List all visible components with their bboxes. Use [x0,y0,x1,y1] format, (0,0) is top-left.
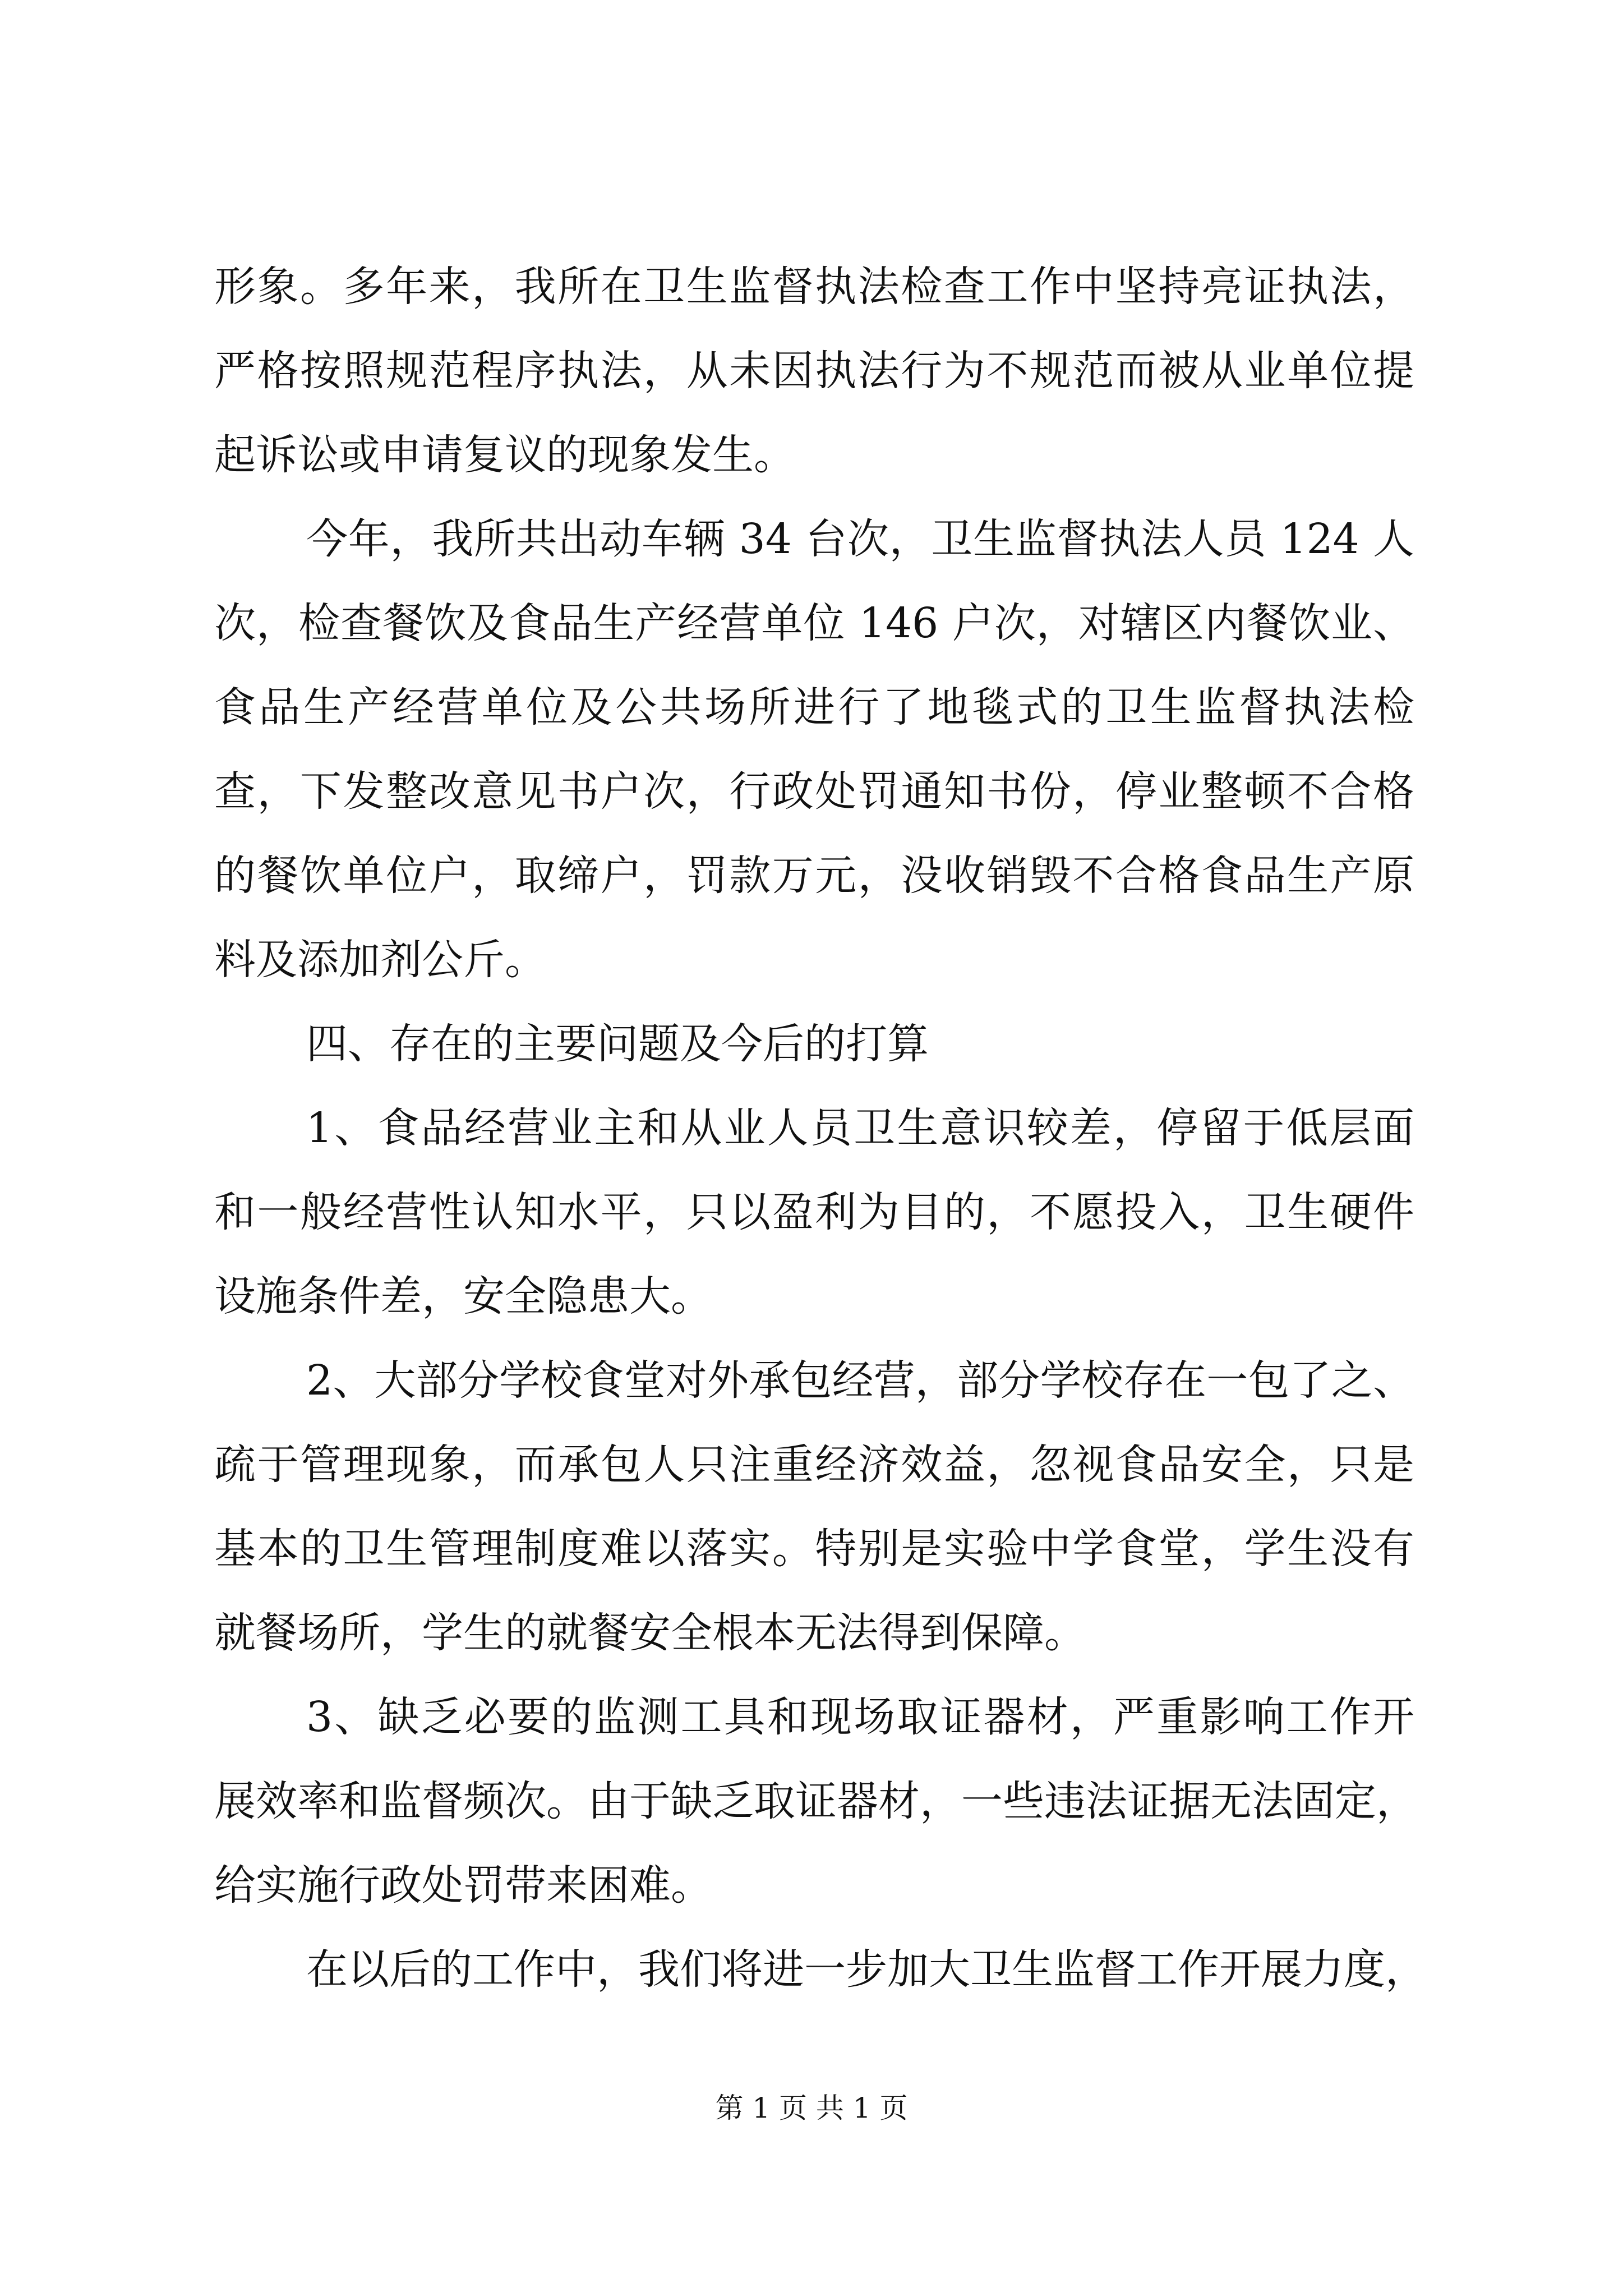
text-line: 料及添加剂公斤。 [214,936,546,984]
text-line: 就餐场所，学生的就餐安全根本无法得到保障。 [214,1609,1086,1657]
paragraph-first-line: 2、大部分学校食堂对外承包经营，部分学校存在一包了之、 [306,1356,1414,1405]
text-line: 食品生产经营单位及公共场所进行了地毯式的卫生监督执法检 [214,683,1414,731]
text-line: 查，下发整改意见书户次，行政处罚通知书份，停业整顿不合格 [214,767,1414,816]
text-line: 基本的卫生管理制度难以落实。特别是实验中学食堂，学生没有 [214,1525,1414,1573]
text-line: 给实施行政处罚带来困难。 [214,1861,712,1910]
text-line: 和一般经营性认知水平，只以盈利为目的，不愿投入，卫生硬件 [214,1188,1414,1236]
text-line: 设施条件差，安全隐患大。 [214,1272,712,1320]
text-line: 次，检查餐饮及食品生产经营单位 146 户次，对辖区内餐饮业、 [214,599,1414,647]
text-line: 形象。多年来，我所在卫生监督执法检查工作中坚持亮证执法， [214,263,1414,311]
text-line: 起诉讼或申请复议的现象发生。 [214,431,795,479]
section-heading: 四、存在的主要问题及今后的打算 [306,1020,929,1068]
paragraph-first-line: 今年，我所共出动车辆 34 台次，卫生监督执法人员 124 人 [306,515,1414,563]
text-line: 疏于管理现象，而承包人只注重经济效益，忽视食品安全，只是 [214,1441,1414,1489]
paragraph-first-line: 3、缺乏必要的监测工具和现场取证器材，严重影响工作开 [306,1693,1414,1741]
paragraph-first-line: 1、食品经营业主和从业人员卫生意识较差，停留于低层面 [306,1104,1414,1152]
text-line: 的餐饮单位户，取缔户，罚款万元，没收销毁不合格食品生产原 [214,852,1414,900]
paragraph-first-line: 在以后的工作中，我们将进一步加大卫生监督工作开展力度， [306,1945,1427,1994]
text-line: 展效率和监督频次。由于缺乏取证器材，一些违法证据无法固定， [214,1777,1418,1825]
text-line: 严格按照规范程序执法，从未因执法行为不规范而被从业单位提 [214,347,1414,395]
page-number-footer: 第 1 页 共 1 页 [715,2092,908,2124]
